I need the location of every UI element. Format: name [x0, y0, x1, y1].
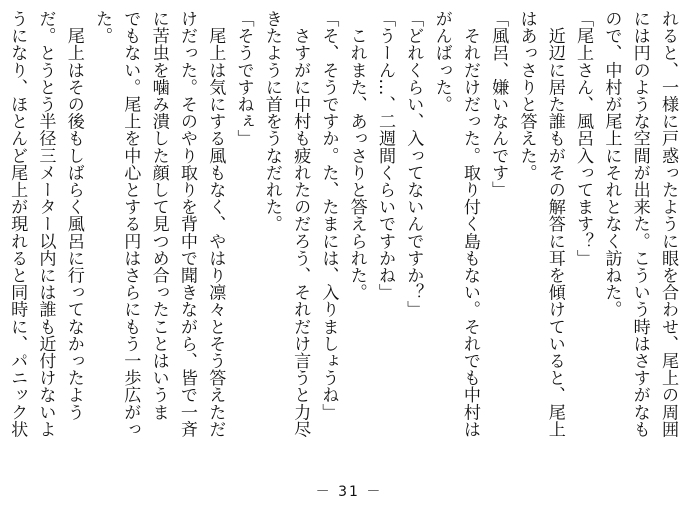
text-column [0, 10, 3, 466]
text-column: には円のような空間が出来た。こういう時はさすがなも [629, 10, 650, 438]
text-column: 「風呂、嫌いなんです」 [488, 10, 509, 199]
text-column: 尾上はその後もしばらく風呂に行ってなかったよう [63, 10, 84, 421]
text-column: でもない。尾上を中心とする円はさらにもう一歩広がっ [120, 10, 141, 438]
text-column: に苦虫を噛み潰した顔して見つめ合ったことはいうま [148, 10, 169, 421]
text-column: 「尾上さん、風呂入ってます？」 [573, 10, 594, 267]
text-column: さすがに中村も疲れたのだろう、それだけ言うと力尽 [290, 10, 311, 438]
text-column: これまた、あっさりと答えられた。 [346, 10, 367, 301]
text-column: だ。とうとう半径三メーター以内には誰も近付けないよ [35, 10, 56, 438]
text-column: きたように首をうなだれた。 [261, 10, 282, 233]
page-number: － 31 － [315, 484, 383, 500]
text-column: れると、一様に戸惑ったように眼を合わせ、尾上の周囲 [658, 10, 678, 438]
text-column: けだった。そのやり取りを背中で聞きながら、皆で一斉 [176, 10, 197, 438]
text-column: 「どれくらい、入ってないんですか？」 [403, 10, 424, 318]
text-column: それだけだった。取り付く島もない。それでも中村は [459, 10, 480, 438]
text-column: うになり、ほとんど尾上が現れると同時に、パニック状 [7, 10, 28, 438]
text-column: 近辺に居た誰もがその解答に耳を傾けていると、尾上 [544, 10, 565, 438]
text-column: た。 [92, 10, 113, 45]
text-column: 尾上は気にする風もなく、やはり凛々とそう答えただ [205, 10, 226, 438]
text-column: ので、中村が尾上にそれとなく訪ねた。 [601, 10, 622, 318]
text-column: 「うーん…、二週間くらいですかね」 [375, 10, 396, 301]
text-column: 「そうですねぇ」 [233, 10, 254, 147]
text-column: がんばった。 [431, 10, 452, 113]
text-column: 「そ、そうですか。た、たまには、入りましょうね」 [318, 10, 339, 421]
text-column: はあっさりと答えた。 [516, 10, 537, 181]
vertical-text-block [0, 10, 682, 466]
